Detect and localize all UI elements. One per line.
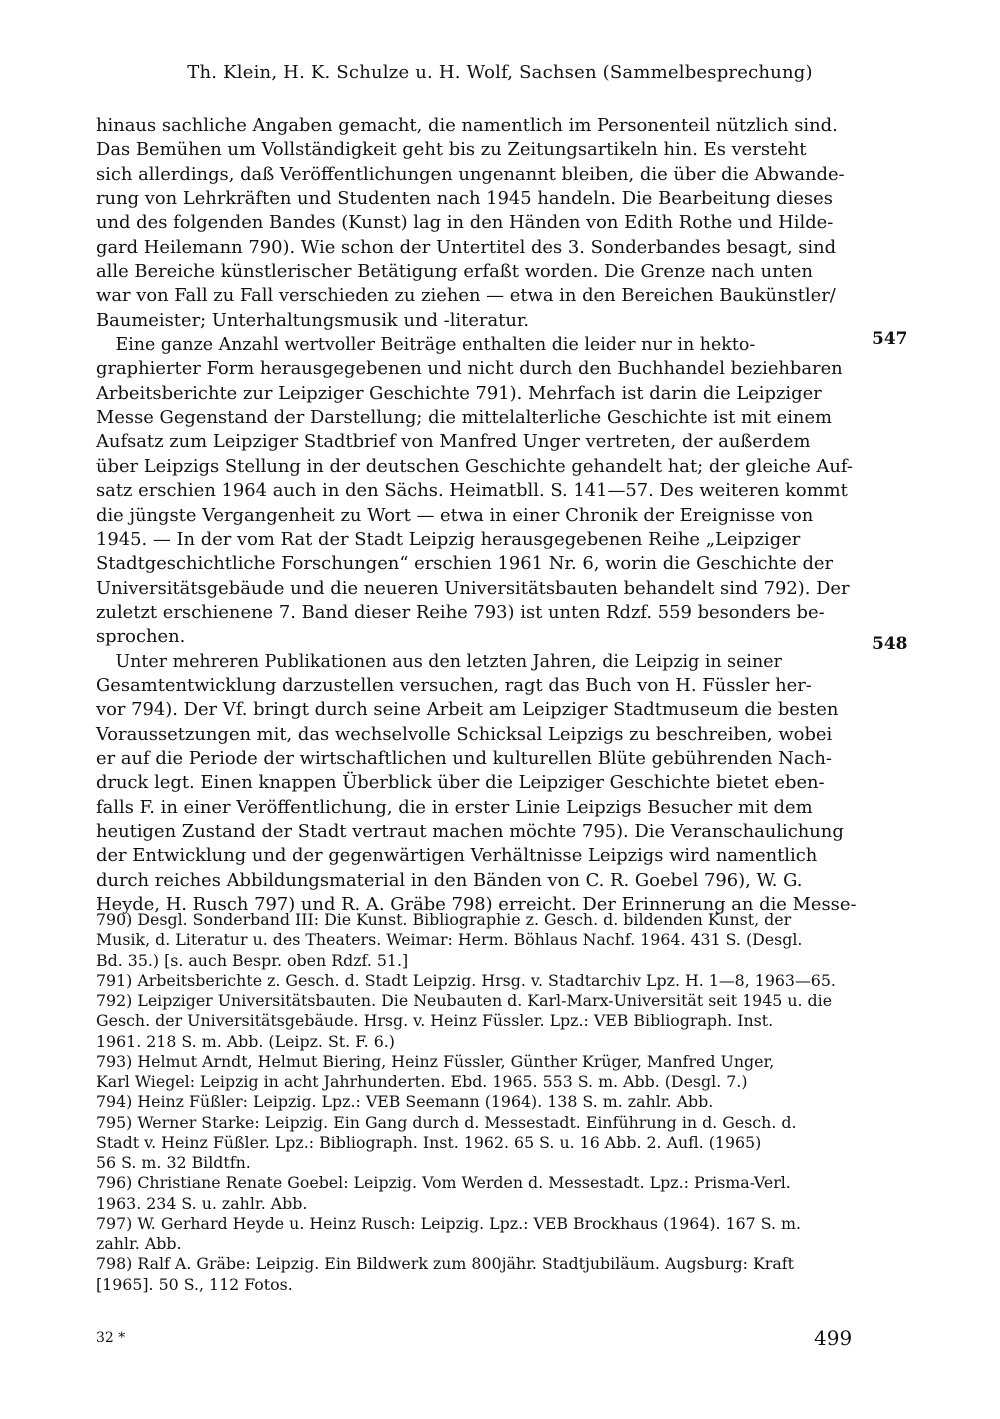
text-line: die jüngste Vergangenheit zu Wort — etwa in einer Chronik der Ereignisse von — [96, 504, 814, 526]
running-header: Th. Klein, H. K. Schulze u. H. Wolf, Sachsen (Sammelbesprechung) — [187, 62, 813, 83]
paragraph-1 — [96, 114, 862, 333]
text-line: sprochen. — [96, 626, 186, 648]
text-line: Baumeister; Unterhaltungsmusik und -literatur. — [96, 309, 530, 331]
text-line: der Entwicklung und der gegenwärtigen Verhältnisse Leipzigs wird namentlich — [96, 845, 818, 867]
text-line: Voraussetzungen mit, das wechselvolle Schicksal Leipzigs zu beschreiben, wobei — [96, 723, 833, 745]
footnote-line: Karl Wiegel: Leipzig in acht Jahrhunderten. Ebd. 1965. 553 S. m. Abb. (Desgl. 7.) — [96, 1072, 748, 1091]
text-line: Messe Gegenstand der Darstellung; die mittelalterliche Geschichte ist mit einem — [96, 407, 832, 429]
text-line: alle Bereiche künstlerischer Betätigung erfaßt worden. Die Grenze nach unten — [96, 261, 813, 283]
footnote-line: zahlr. Abb. — [96, 1234, 182, 1253]
text-line: falls F. in einer Veröffentlichung, die in erster Linie Leipzigs Besucher mit dem — [96, 796, 813, 818]
footnote-line: 1961. 218 S. m. Abb. (Leipz. St. F. 6.) — [96, 1031, 395, 1051]
main-text — [96, 114, 862, 917]
text-line: hinaus sachliche Angaben gemacht, die namentlich im Personenteil nützlich sind. — [96, 115, 838, 136]
text-line: Heyde, H. Rusch 797) und R. A. Gräbe 798) erreicht. Der Erinnerung an die Messe- — [96, 894, 857, 915]
signature-mark: 32 * — [96, 1330, 126, 1346]
text-line: 1945. — In der vom Rat der Stadt Leipzig herausgegebenen Reihe „Leipziger — [96, 528, 801, 550]
text-line: Aufsatz zum Leipziger Stadtbrief von Manfred Unger vertreten, der außerdem — [96, 431, 811, 453]
footnote-line: 793) Helmut Arndt, Helmut Biering, Heinz Füssler, Günther Krüger, Manfred Unger, — [96, 1051, 775, 1071]
text-line: sich allerdings, daß Veröffentlichungen ungenannt bleiben, die über die Abwande- — [96, 163, 845, 185]
text-line: er auf die Periode der wirtschaftlichen und kulturellen Blüte gebührenden Nach- — [96, 747, 832, 769]
margin-number-547: 547 — [872, 329, 908, 349]
text-line: Gesamtentwicklung darzustellen versuchen, ragt das Buch von H. Füssler her- — [96, 674, 812, 696]
page-number: 499 — [814, 1326, 853, 1350]
text-line: zuletzt erschienene 7. Band dieser Reihe 793) ist unten Rdzf. 559 besonders be- — [96, 601, 825, 623]
footnote-line: 792) Leipziger Universitätsbauten. Die Neubauten d. Karl-Marx-Universität seit 1945 u. die — [96, 991, 833, 1010]
text-line: Das Bemühen um Vollständigkeit geht bis zu Zeitungsartikeln hin. Es versteht — [96, 139, 807, 161]
footnote-line: 1963. 234 S. u. zahlr. Abb. — [96, 1193, 308, 1213]
footnote-line: 797) W. Gerhard Heyde u. Heinz Rusch: Leipzig. Lpz.: VEB Brockhaus (1964). 167 S. m. — [96, 1213, 802, 1233]
margin-number-548: 548 — [872, 634, 908, 654]
text-line: Eine ganze Anzahl wertvoller Beiträge enthalten die leider nur in hekto- — [115, 334, 756, 356]
paragraph-3 — [96, 650, 862, 918]
text-line: rung von Lehrkräften und Studenten nach 1945 handeln. Die Bearbeitung dieses — [96, 188, 833, 210]
text-line: druck legt. Einen knappen Überblick über die Leipziger Geschichte bietet eben- — [96, 772, 825, 794]
footnote-line: Gesch. der Universitätsgebäude. Hrsg. v. Heinz Füssler. Lpz.: VEB Bibliograph. Inst. — [96, 1011, 774, 1031]
text-line: Unter mehreren Publikationen aus den letzten Jahren, die Leipzig in seiner — [115, 650, 782, 672]
text-line: durch reiches Abbildungsmaterial in den Bänden von C. R. Goebel 796), W. G. — [96, 869, 803, 891]
text-line: Arbeitsberichte zur Leipziger Geschichte 791). Mehrfach ist darin die Leipziger — [96, 382, 822, 404]
footnote-line: 796) Christiane Renate Goebel: Leipzig. Vom Werden d. Messestadt. Lpz.: Prisma-Verl. — [96, 1173, 791, 1193]
paragraph-2 — [96, 333, 862, 649]
text-line: satz erschien 1964 auch in den Sächs. Heimatbll. S. 141—57. Des weiteren kommt — [96, 480, 848, 502]
footnote-line: 798) Ralf A. Gräbe: Leipzig. Ein Bildwerk zum 800jähr. Stadtjubiläum. Augsburg: Kraft — [96, 1254, 794, 1274]
footnote-line: 791) Arbeitsberichte z. Gesch. d. Stadt Leipzig. Hrsg. v. Stadtarchiv Lpz. H. 1—8, 1963—65. — [96, 970, 836, 990]
text-line: gard Heilemann 790). Wie schon der Untertitel des 3. Sonderbandes besagt, sind — [96, 236, 837, 258]
footnote-line: 790) Desgl. Sonderband III: Die Kunst. Bibliographie z. Gesch. d. bildenden Kunst, der — [96, 910, 792, 929]
text-line: Universitätsgebäude und die neueren Universitätsbauten behandelt sind 792). Der — [96, 577, 850, 599]
footnotes — [96, 910, 862, 1295]
text-line: vor 794). Der Vf. bringt durch seine Arbeit am Leipziger Stadtmuseum die besten — [96, 699, 839, 721]
text-line: graphierter Form herausgegebenen und nicht durch den Buchhandel beziehbaren — [96, 358, 843, 380]
footnote-line: 794) Heinz Füßler: Leipzig. Lpz.: VEB Seemann (1964). 138 S. m. zahlr. Abb. — [96, 1092, 714, 1112]
text-line: über Leipzigs Stellung in der deutschen Geschichte gehandelt hat; der gleiche Auf- — [96, 455, 853, 477]
text-line: Stadtgeschichtliche Forschungen“ erschien 1961 Nr. 6, worin die Geschichte der — [96, 553, 834, 575]
footnote-line: Stadt v. Heinz Füßler. Lpz.: Bibliograph. Inst. 1962. 65 S. u. 16 Abb. 2. Aufl. (1965) — [96, 1132, 762, 1152]
text-line: und des folgenden Bandes (Kunst) lag in den Händen von Edith Rothe und Hilde- — [96, 212, 834, 234]
footnote-line: Musik, d. Literatur u. des Theaters. Weimar: Herm. Böhlaus Nachf. 1964. 431 S. (Desgl. — [96, 930, 803, 950]
footnote-line: 56 S. m. 32 Bildtfn. — [96, 1153, 251, 1172]
footnote-line: Bd. 35.) [s. auch Bespr. oben Rdzf. 51.] — [96, 950, 409, 970]
footnote-line: 795) Werner Starke: Leipzig. Ein Gang durch d. Messestadt. Einführung in d. Gesch. d. — [96, 1112, 797, 1132]
footnote-line: [1965]. 50 S., 112 Fotos. — [96, 1274, 293, 1294]
text-line: war von Fall zu Fall verschieden zu ziehen — etwa in den Bereichen Baukünstler/ — [96, 285, 836, 307]
text-line: heutigen Zustand der Stadt vertraut machen möchte 795). Die Veranschaulichung — [96, 820, 844, 842]
